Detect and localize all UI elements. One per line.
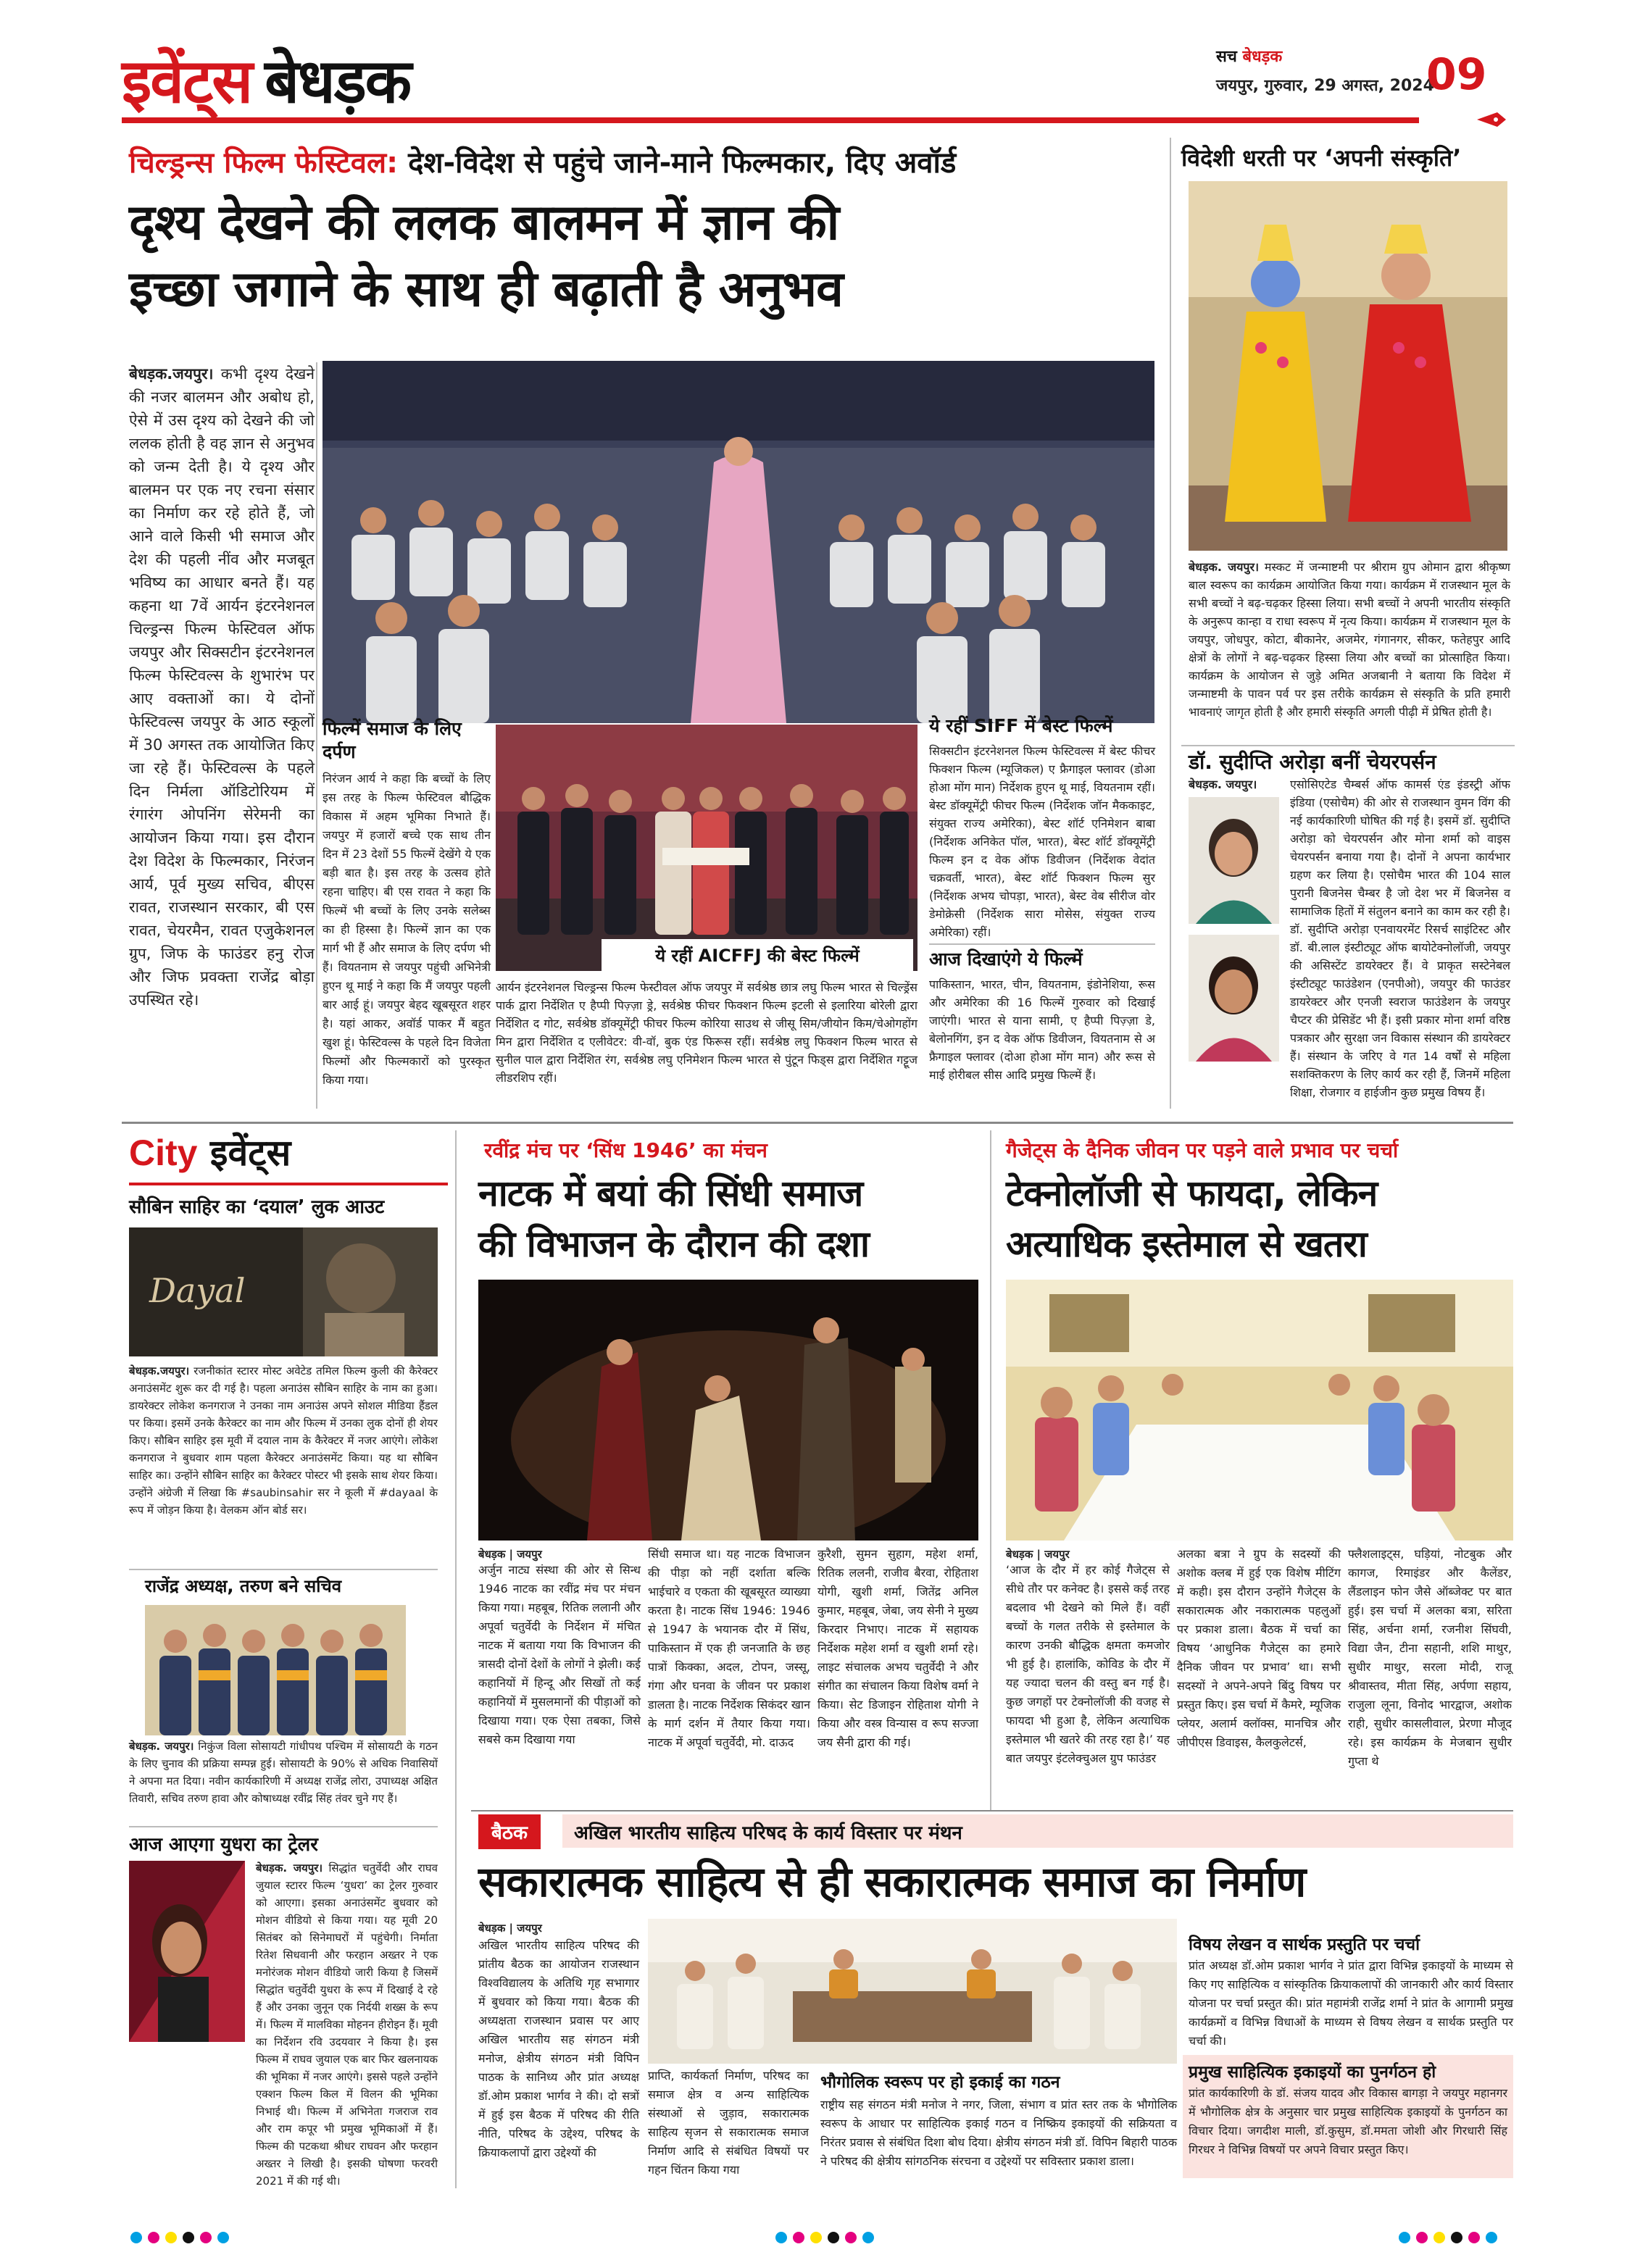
award-ceremony-photo: [496, 725, 917, 971]
column-rule: [316, 362, 317, 1109]
gadgets-kicker: गैजेट्स के दैनिक जीवन पर पड़ने वाले प्रभाव पर चर्चा: [1006, 1138, 1399, 1162]
gadgets-headline: टेक्नोलॉजी से फायदा, लेकिन अत्याधिक इस्तेमाल से खतरा: [1006, 1172, 1378, 1265]
topic-writing-heading: विषय लेखन व सार्थक प्रस्तुति पर चर्चा: [1189, 1935, 1420, 1954]
reg-dot: [1416, 2232, 1428, 2243]
society-body: बेधड़क. जयपुर। निकुंज विला सोसायटी गांधीपथ पश्चिम में सोसायटी के गठन के लिए चुनाव की प्रक्रिया सम्पन्न हुई। सोसायटी के 90% से अधिक निवासियों ने अपना मत दिया। नवीन कार्यकारिणी में अध्यक्ष राजेंद्र लोरा, उपाध्यक्ष अक्षित तिवारी, सचिव तरुण हावा और कोषाध्यक्ष रवींद्र सिंह तंवर चुने गए हैं।: [129, 1740, 438, 1805]
play-kicker: रवींद्र मंच पर ‘सिंध 1946’ का मंचन: [484, 1138, 767, 1162]
reg-dot: [810, 2232, 822, 2243]
gadgets-dateline: बेधड़क | जयपुर: [1006, 1548, 1070, 1561]
reg-dot: [165, 2232, 177, 2243]
society-heading: राजेंद्र अध्यक्ष, तरुण बने सचिव: [145, 1576, 342, 1596]
sahitya-col-2: प्राप्ति, कार्यकर्ता निर्माण, परिषद का समाज क्षेत्र व अन्य साहित्यिक संस्थाओं से जुड़ाव, सकारात्मक साहित्य सृजन से सकारात्मक समाज निर्माण आदि से संबंधित विषयों पर गहन चिंतन किया गया: [648, 2069, 809, 2177]
geo-unit-heading: भौगोलिक स्वरूप पर हो इकाई का गठन: [820, 2073, 1060, 2092]
sahitya-kicker: अखिल भारतीय साहित्य परिषद के कार्य विस्तार पर मंथन: [574, 1822, 962, 1844]
reg-dot: [793, 2232, 804, 2243]
gadgets-col-2: अलका बत्रा ने ग्रुप के सदस्यों की अशोक क्लब में हुई एक विशेष मीटिंग में कही। इस दौरान उन्होंने गैजेट्स के सकारात्मक और नकारात्मक पहलुओं पर प्रकाश डाला। बैठक में चर्चा का विषय ‘आधुनिक गैजेट्स का हमारे दैनिक जीवन पर प्रभाव’ था। सभी सदस्यों ने अपने-अपने बिंदु विषय पर प्रस्तुत किए। इस चर्चा में कैमरे, म्यूजिक प्लेयर, अलार्म क्लॉक्स, मानचित्र और जीपीएस डिवाइस, कैलकुलेटर्स,: [1177, 1547, 1341, 1749]
aicffj-body: आर्यन इंटरनेशनल चिल्ड्रन्स फिल्म फेस्टीवल ऑफ जयपुर में सर्वश्रेष्ठ छात्र लघु फिल्म भारत से चिल्ड्रेंस पार्क द्वारा निर्देशित ए हैप्पी पिज़्ज़ा ड्रे, सर्वश्रेष्ठ फीचर फिक्शन फिल्म इटली से इलारिया बोरेली द्वारा निर्देशित द गोट, सर्वश्रेष्ठ डॉक्यूमेंट्री फीचर फिल्म कोरिया साउथ से जीसू सिम/जीयोन किम/चेओगहोंग मिन द्वारा निर्देशित द एलीवेटर: वी-वॉ, बुक एंड फिरूस रहीं। सर्वश्रेष्ठ लघु फिक्शन फिल्म भारत से सुनील पाल द्वारा निर्देशित रंग, सर्वश्रेष्ठ लघु एनिमेशन फिल्म भारत से पुंटून फिड्स द्वारा निर्देशित गट्टूज लीडरशिप रहीं।: [496, 980, 917, 1085]
sahitya-col-1: अखिल भारतीय साहित्य परिषद की प्रांतीय बैठक का आयोजन राजस्थान विश्वविद्यालय के अतिथि गृह सभागार में बुधवार को किया गया। बैठक की अध्यक्षता राजस्थान प्रवास पर आए अखिल भारतीय सह संगठन मंत्री मनोज, क्षेत्रीय संगठन मंत्री विपिन पाठक के सानिध्य और प्रांत अध्यक्ष डॉ.ओम प्रकाश भार्गव ने की। दो सत्रों में हुई इस बैठक में परिषद की रीति नीति, परिषद के उद्देश्य, परिषद के क्रियाकलापों द्वारा उद्देश्यों की: [478, 1938, 639, 2159]
play-stage-photo: [478, 1280, 978, 1541]
lead-kicker: चिल्ड्रन्स फिल्म फेस्टिवल: देश-विदेश से पहुंचे जाने-माने फिल्मकार, दिए अवॉर्ड: [129, 146, 957, 180]
reg-dot: [217, 2232, 229, 2243]
gadgets-col-1: ‘आज के दौर में हर कोई गैजेट्स से सीधे तौर पर कनेक्ट है। इससे कई तरह बदलाव भी देखने को मिले हैं। वहीं बच्चों के गलत तरीके से इस्तेमाल के कारण उनकी बौद्धिक क्षमता कमजोर भी हुई है। हालांकि, कोविड के दौर में यह ज्यादा चलन की वस्तु बन गई है। कुछ जगहों पर टेक्नोलॉजी की वजह से फायदा भी हुआ है, लेकिन अत्याधिक इस्तेमाल भी खतरे की तरह रहा है।’ यह बात जयपुर इंटलेक्चुअल ग्रुप फाउंडर: [1006, 1563, 1170, 1765]
masthead: [122, 45, 1506, 132]
play-col-2: सिंधी समाज था। यह नाटक विभाजन की पीड़ा को नहीं दर्शाता बल्कि भाईचारे व एकता की खूबसूरत व्याख्या करता है। नाटक सिंध 1946: 1946 से 1947 के भयानक दौर में सिंध, पाकिस्तान में एक ही जनजाति के छह पात्रों किक्का, अदल, टोपन, जस्सू, गंगा और घनवा के जीवन पर प्रकाश डालता है। नाटक निर्देशक सिकंदर खान के मार्ग दर्शन में तैयार किया गया। नाटक में अपूर्वा चतुर्वेदी, मो. दाऊद: [648, 1547, 810, 1749]
reg-dot: [183, 2232, 194, 2243]
sahitya-tag: बैठक: [478, 1814, 541, 1849]
play-column-rule: [990, 1130, 991, 1812]
city-events-rule: [129, 1183, 448, 1185]
unit-reorg-heading: प्रमुख साहित्यिक इकाइयों का पुनर्गठन हो: [1189, 2063, 1436, 2082]
sahitya-meeting-photo: [648, 1919, 1177, 2064]
city-divider-2: [129, 1826, 438, 1827]
city-events-label: City इवेंट्स: [129, 1132, 291, 1174]
foreign-culture-heading: विदेशी धरती पर ‘अपनी संस्कृति’: [1181, 144, 1462, 172]
unit-reorg-body: प्रांत कार्यकारिणी के डॉ. संजय यादव और विकास बागड़ा ने जयपुर महानगर में भौगोलिक क्षेत्र के अनुसार चार प्रमुख साहित्यिक इकाइयों के पुनर्गठन का विचार दिया। जगदीश माली, डॉ.कुसुम, डॉ.ममता जोशी और गिरधारी सिंह गिरधर ने विभिन्न विषयों पर अपने विचार प्रस्तुत किए।: [1189, 2086, 1507, 2156]
festival-audience-photo: [323, 361, 1154, 723]
registration-dots-left: [130, 2232, 229, 2243]
dayal-body: बेधड़क.जयपुर। रजनीकांत स्टारर मोस्ट अवेटेड तमिल फिल्म कुली की कैरेक्टर अनाउंसमेंट शुरू कर दी गई है। पहला अनाउंस सौबिन साहिर के नाम का हुआ। डायरेक्टर लोकेश कनगराज ने उनका नाम अनाउंस अपने सोशल मीडिया हैंडल पर किया। इसमें उनके कैरेक्टर का नाम और फिल्म में उनका लुक दोनों ही शेयर किए। सौबिन साहिर इस मूवी में दयाल नाम के कैरेक्टर में नजर आएंगे। लोकेश कनगराज ने बुधवार शाम पहला कैरेक्टर अनाउंसमेंट किया। यह था सौबिन साहिर का। उन्होंने सौबिन साहिर का कैरेक्टर पोस्टर भी इसके साथ शेयर किया। उन्होंने अंग्रेजी में लिखा कि #saubinsahir सर ने कूली में #dayaal के रूप में जोड़न किया है। वेलकम ऑन बोर्ड सर।: [129, 1364, 438, 1517]
lead-body: बेधड़क.जयपुर। कभी दृश्य देखने की नजर बालमन और अबोध हो, ऐसे में उस दृश्य को देखने की जो ललक होती है वह ज्ञान से अनुभव को जन्म देती है। ये दृश्य और बालमन पर एक नए रचना संसार का निर्माण कर रहे होते हैं, जो आने वाले किसी भी समाज और देश की पहली नींव और मजबूत भविष्य का आधार बनते हैं। यह कहना था 7वें आर्यन इंटरनेशनल चिल्ड्रन्स फिल्म फेस्टिवल ऑफ जयपुर और सिक्सटीन इंटरनेशनल फिल्म फेस्टिवल्स के शुभारंभ पर आए वक्ताओं का। ये दोनों फेस्टिवल्स जयपुर के आठ स्कूलों में 30 अगस्त तक आयोजित किए जा रहे हैं। फेस्टिवल्स के पहले दिन निर्मला ऑडिटोरियम में रंगारंग ओपनिंग सेरेमनी का आयोजन किया गया। इस दौरान देश विदेश के फिल्मकार, निरंजन आर्य, पूर्व मुख्य सचिव, बीएस रावत, राजस्थान सरकार, बी एस रावत, चेयरमैन, रावत एजुकेशनल ग्रुप, जिफ के फाउंडर हनु रोज और जिफ प्रवक्ता राजेंद्र बोड़ा उपस्थित रहे।: [129, 365, 315, 1009]
reg-dot: [1468, 2232, 1480, 2243]
play-col-1: अर्जुन नाट्य संस्था की ओर से सिन्ध 1946 नाटक का रवींद्र मंच पर मंचन किया गया। महबूब, रितिक ललानी और अपूर्वा चतुर्वेदी के निर्देशन में मंचित नाटक में बताया गया कि विभाजन की त्रासदी दोनों देशों के लोगों ने झेली। कई कहानियों में हिन्दू और सिखों तो कई कहानियों में मुसलमानों की पीड़ाओं को दिखाया गया। एक ऐसा तबका, जिसे सबसे कम दिखाया गया: [478, 1563, 641, 1746]
right-column-rule: [1170, 138, 1171, 1109]
foreign-culture-body: बेधड़क. जयपुर। मस्कट में जन्माष्टमी पर श्रीराम ग्रुप ओमान द्वारा श्रीकृष्ण बाल स्वरूप का कार्यक्रम आयोजित किया गया। कार्यक्रम में राजस्थान मूल के सभी बच्चों ने बढ़-चढ़कर हिस्सा लिया। सभी बच्चों ने अपनी भारतीय संस्कृति के अनुरूप कान्हा व राधा स्वरूप में नृत्य किया। कार्यक्रम में राजस्थान मूल के जयपुर, जोधपुर, कोटा, बीकानेर, अजमेर, गंगानगर, सीकर, फतेहपुर आदि क्षेत्रों के लोगों ने बढ़-चढ़कर हिस्सा लिया और बच्चों का प्रोत्साहित किया। कार्यक्रम के आयोजन से जुड़े अमित अजबानी ने बताया कि विदेश में जन्माष्टमी के पावन पर्व पर इस तरीके कार्यक्रम से संस्कृति के प्रति हमारी भावनाएं जागृत होती है और हमारी संस्कृति अगली पीढ़ी में प्रेषित होती है।: [1189, 560, 1510, 719]
yudhra-heading: आज आएगा युधरा का ट्रेलर: [129, 1834, 318, 1856]
films-mirror-heading: फिल्में समाज के लिए दर्पण: [323, 718, 462, 762]
dayal-poster-title: Dayal: [149, 1271, 246, 1310]
gadgets-col-3: फ्लैशलाइट्स, घड़ियां, नोटबुक और कागज, रिमाइंडर और कैलेंडर, लैंडलाइन फोन जैसे ऑब्जेक्ट पर बात हुई। इस चर्चा में अलका बत्रा, सरिता सिंह, अर्चना शर्मा, रजनीश सिंघवी, विद्या जैन, टीना सहानी, शशि माथुर, सुधीर माथुर, सरला मोदी, राजू श्रीवास्तव, मीता सिंह, अर्पणा सहाय, राजुला लूना, विनोद भारद्वाज, अशोक राही, सुधीर कासलीवाल, प्रेरणा मौजूद रहे। इस कार्यक्रम के मेजबान सुधीर गुप्ता थे: [1348, 1547, 1512, 1768]
siff-heading: ये रहीं SIFF में बेस्ट फिल्में: [929, 715, 1113, 736]
today-films-heading: आज दिखाएंगे ये फिल्में: [929, 949, 1083, 970]
chairperson-body: बेधड़क. जयपुर। एसोसिएटेड चैम्बर्स ऑफ कामर्स एंड इंडस्ट्री ऑफ इंडिया (एसोचैम) की ओर से राजस्थान वुमन विंग की नई कार्यकारिणी घोषित की गई है। इसमें डॉ. सुदीप्ति अरोड़ा को चेयरपर्सन और मोना शर्मा को वाइस चेयरपर्सन बनाया गया है। दोनों ने अपना कार्यभार ग्रहण कर लिया है। एसोचैम भारत की 104 साल पुरानी बिजनेस चैम्बर है जो देश भर में बिजनेस व सामाजिक हितों में संतुलन बनाने का काम कर रही है। डॉ. सुदीप्ति अरोड़ा एनवायरमेंट रिसर्च साइंटिस्ट और डॉ. बी.लाल इंस्टीट्यूट ऑफ बायोटेक्नोलॉजी, जयपुर की असिस्टेंट डायरेक्टर हैं। वे प्राकृत सस्टेनेबल इंस्टीट्यूट फाउंडेशन (एनपीओ), जयपुर की फाउंडर डायरेक्टर और एनजी स्वराज फाउंडेशन के जयपुर चैप्टर की प्रेसिडेंट भी हैं। इसी प्रकार मोना शर्मा वरिष्ठ पत्रकार और सुरक्षा जन विकास संस्थान की डायरेक्टर हैं। संस्थान के जरिए वे गत 14 वर्षों से महिला सशक्तिकरण के लिए कार्य कर रही हैं, जिनमें महिला शिक्षा, रोजगार व हाईजीन कुछ प्रमुख विषय हैं।: [1189, 777, 1510, 1099]
reg-dot: [775, 2232, 787, 2243]
gadgets-meeting-photo: [1006, 1280, 1513, 1541]
chairperson-heading: डॉ. सुदीप्ति अरोड़ा बनीं चेयरपर्सन: [1189, 750, 1436, 774]
reg-dot: [862, 2232, 874, 2243]
reg-dot: [1486, 2232, 1497, 2243]
reg-dot: [1451, 2232, 1462, 2243]
today-films-body: पाकिस्तान, भारत, चीन, वियतनाम, इंडोनेशिया, रूस और अमेरिका की 16 फिल्में गुरुवार को दिखाई जाएंगी। भारत से याना सामी, ए हैप्पी पिज़्ज़ा डे, बेलोनगिंग, इन द वेक ऑफ डिवीजन, वियतनाम से अ फ्रैगाइल फ्लावर (दोआ होआ मोंग मान) और रूस से माई होरीबल सीस आदि प्रमुख फिल्में हैं।: [929, 977, 1155, 1082]
aicffj-caption: ये रहीं AICFFJ की बेस्ट फिल्में: [602, 939, 913, 972]
siff-body: सिक्सटीन इंटरनेशनल फिल्म फेस्टिवल्स में बेस्ट फीचर फिक्शन फिल्म (म्यूजिकल) ए फ्रैगाइल फ्लावर (डोआ होआ मोंग मान) निर्देशक हुएन थू माई, वियतनाम रहीं। बेस्ट डॉक्यूमेंट्री फीचर फिल्म (निर्देशक जॉन मैककाइट, संयुक्त राज्य अमेरिका), बेस्ट शॉर्ट एनिमेशन बाबा (निर्देशक अनिकेत पॉल, भारत), बेस्ट शॉर्ट डॉक्यूमेंट्री फिल्म इन द वेक ऑफ डिवीजन (निर्देशक वेदांत चक्रवर्ती, भारत), बेस्ट शॉर्ट फिक्शन फिल्म सुर (निर्देशक अभय चोपड़ा, भारत), बेस्ट वेब सीरीज वोर डेमोक्रेसी (निर्देशक सारा मोसेस, संयुक्त राज्य अमेरिका) रहीं।: [929, 744, 1155, 939]
reg-dot: [148, 2232, 159, 2243]
reg-dot: [200, 2232, 212, 2243]
yudhra-body: बेधड़क. जयपुर। सिद्धांत चतुर्वेदी और राघव जुयाल स्टारर फिल्म ‘युधरा’ का ट्रेलर गुरुवार को आएगा। इसका अनाउंसमेंट बुधवार को मोशन वीडियो से किया गया। यह मूवी 20 सितंबर को सिनेमाघरों में पहुंचेगी। निर्माता रितेश सिधवानी और फरहान अख्तर ने एक मनोरंजक मोशन वीडियो जारी किया है जिसमें सिद्धांत चतुर्वेदी युधरा के रूप में दिखाई दे रहे हैं और उनका जुनून एक निर्दयी शख्स के रूप में। फिल्म में मालविका मोहनन हीरोइन हैं। मूवी का निर्देशन रवि उदयवार ने किया है। इस फिल्म में राघव जुयाल एक बार फिर खलनायक की भूमिका में नजर आएंगे। इससे पहले उन्होंने एक्शन फिल्म किल में विलन की भूमिका निभाई थी। फिल्म में अभिनेता गजराज राव और राम कपूर भी प्रमुख भूमिकाओं में हैं। फिल्म की पटकथा श्रीधर राघवन और फरहान अख्तर ने लिखी है। इसकी घोषणा फरवरी 2021 में की गई थी।: [256, 1861, 438, 2188]
geo-unit-body: राष्ट्रीय सह संगठन मंत्री मनोज ने नगर, जिला, संभाग व प्रांत स्तर तक के भौगोलिक स्वरूप के आधार पर साहित्यिक इकाई गठन व निष्क्रिय इकाइयों की सक्रियता व निरंतर प्रवास से संबंधित दिशा बोध दिया। क्षेत्रीय संगठन मंत्री डॉ. विपिन बिहारी पाठक ने परिषद की क्षेत्रीय सांगठनिक संरचना व उद्देश्यों पर सविस्तार प्रकाश डाला।: [820, 2098, 1177, 2168]
reg-dot: [130, 2232, 142, 2243]
registration-dots-center: [775, 2232, 874, 2243]
topic-writing-body: प्रांत अध्यक्ष डॉ.ओम प्रकाश भार्गव ने प्रांत द्वारा विभिन्न इकाइयों के माध्यम से किए गए साहित्यिक व सांस्कृतिक क्रियाकलापों की जानकारी और कार्य विस्तार योजना पर चर्चा प्रस्तुत की। प्रांत महामंत्री राजेंद्र शर्मा ने प्रांत के आगामी प्रमुख कार्यक्रमों व विभिन्न विधाओं के माध्यम से विषय लेखन व सार्थक प्रस्तुति पर चर्चा की।: [1189, 1959, 1513, 2048]
play-headline: नाटक में बयां की सिंधी समाज की विभाजन के दौरान की दशा: [478, 1172, 869, 1265]
page-divider: [122, 1122, 1513, 1124]
society-election-photo: [145, 1605, 406, 1735]
section-title-black: बेधड़क: [265, 46, 411, 117]
reg-dot: [1433, 2232, 1445, 2243]
dayal-heading: सौबिन साहिर का ‘दयाल’ लुक आउट: [129, 1196, 385, 1218]
brand-small: सच बेधड़क: [1216, 48, 1283, 66]
section-title-red: इवेंट्स: [122, 46, 252, 117]
play-col-3: कुरैशी, सुमन सुहाग, महेश शर्मा, रितिक ललनी, राजीव बैरवा, रोहिताश योगी, खुशी शर्मा, जितेंद्र अनिल कुमार, महबूब, जेबा, जय सेनी ने मुख्य किरदार निभाए। नाटक में सहायक निर्देशक महेश शर्मा व खुशी शर्मा रहे। लाइट संचालक अभय चतुर्वेदी ने और संगीत का संचालन किया विशेष वर्मा ने किया। सेट डिजाइन रोहिताश योगी ने किया और वस्त्र विन्यास व रूप सज्जा जय सैनी द्वारा की गई।: [817, 1547, 978, 1749]
sahitya-top-rule: [471, 1810, 1513, 1812]
page-number: 09: [1426, 49, 1487, 100]
sahitya-headline: सकारात्मक साहित्य से ही सकारात्मक समाज का निर्माण: [478, 1857, 1306, 1906]
play-dateline: बेधड़क | जयपुर: [478, 1548, 542, 1561]
reg-dot: [1399, 2232, 1410, 2243]
pen-nib-icon: [1477, 109, 1506, 130]
siff-divider: [929, 943, 1155, 945]
dayal-poster: [129, 1227, 438, 1356]
section-title: [122, 45, 410, 117]
sahitya-dateline: बेधड़क | जयपुर: [478, 1922, 542, 1935]
masthead-rule: [122, 117, 1419, 123]
reg-dot: [845, 2232, 857, 2243]
films-mirror-body: निरंजन आर्य ने कहा कि बच्चों के लिए इस तरह के फिल्म फेस्टिवल बौद्धिक विकास में अहम भूमिका निभाते हैं। जयपुर में हजारों बच्चे एक साथ तीन दिन में 23 देशों 55 फिल्में देखेंगे ये एक बड़ी बात है। इस तरह के उत्सव होते रहना चाहिए। बी एस रावत ने कहा कि फिल्में भी बच्चों के लिए उनके सलेब्स का ही हिस्सा है। फिल्में ज्ञान का एक मार्ग भी हैं और समाज के लिए दर्पण भी हैं। वियतनाम से जयपुर पहुंची अभिनेत्री हुएन थू माई ने कहा कि मैं जयपुर पहली बार आई हूं। जयपुर बेहद खूबसूरत शहर है। यहां आकर, अवॉर्ड पाकर मैं बहुत खुश हूं। फेस्टिवल्स के पहले दिन विजेता फिल्मों और फिल्मकारों को पुरस्कृत किया गया।: [323, 772, 491, 1087]
reg-dot: [828, 2232, 839, 2243]
city-column-rule: [455, 1130, 457, 2188]
city-divider-1: [129, 1569, 438, 1570]
chair-divider: [1181, 745, 1515, 746]
registration-dots-right: [1399, 2232, 1497, 2243]
lead-headline: दृश्य देखने की ललक बालमन में ज्ञान की इच्छा जगाने के साथ ही बढ़ाती है अनुभव: [129, 194, 843, 318]
janmashtami-photo: [1189, 181, 1507, 551]
issue-date: जयपुर, गुरुवार, 29 अगस्त, 2024: [1216, 77, 1434, 95]
